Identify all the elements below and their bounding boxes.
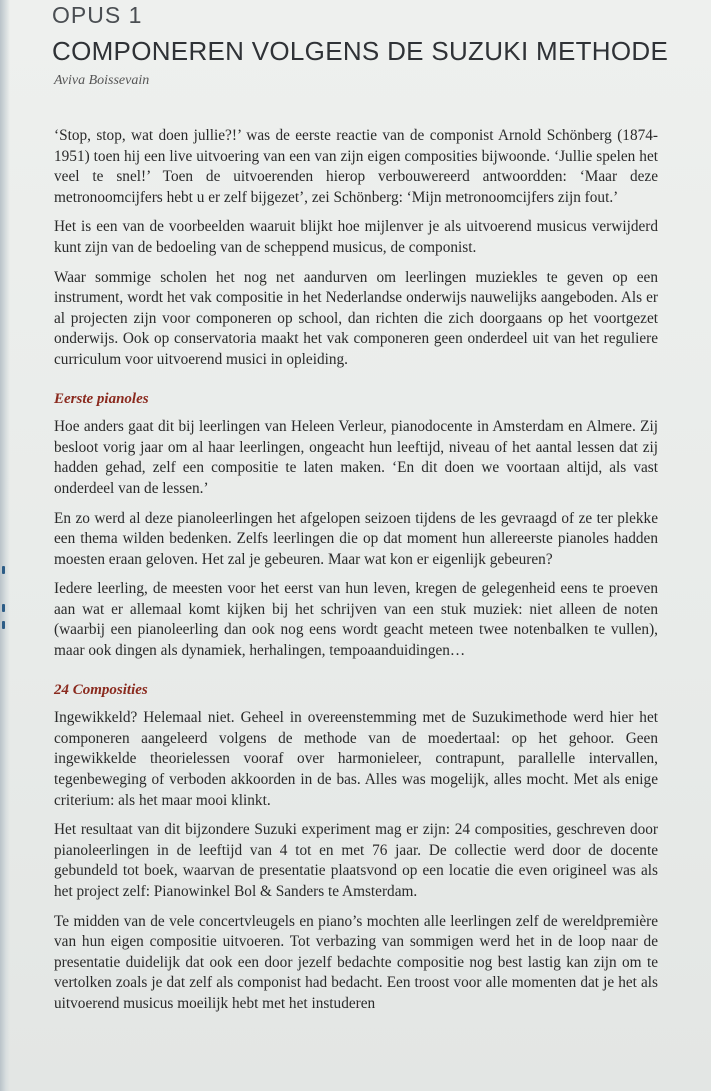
article-body [54,126,658,1024]
edge-mark [2,604,5,612]
edge-mark [2,621,5,629]
paragraph: Te midden van de vele concertvleugels en piano’s mochten alle leerlingen zelf de wereldpremière van hun eigen compositie uitvoeren. Tot verbazing van sommigen werd het in de loop naar de presentatie duidelijk dat ook een door jezelf bedachte compositie nog best lastig kan zijn om te vertolken zoals je dat zelf als componist had bedacht. Een troost voor alle momenten dat je het als uitvoerend musicus moeilijk hebt met het instuderen [54,912,658,1012]
paragraph: Ingewikkeld? Helemaal niet. Geheel in overeenstemming met de Suzukimethode werd hier het componeren aangeleerd volgens de methode van de moedertaal: op het gehoor. Geen ingewikkelde theorielessen vooraf over harmonieleer, contrapunt, parallelle intervallen, tegenbeweging of verboden akkoorden in de bas. Alles was mogelijk, alles mocht. Met als enige criterium: als het maar mooi klinkt. [54,709,658,809]
edge-mark [2,566,5,574]
section-heading: Eerste pianoles [54,390,149,407]
paragraph: Hoe anders gaat dit bij leerlingen van Heleen Verleur, pianodocente in Amsterdam en Almere. Zij besloot vorig jaar om al haar leerlingen, ongeacht hun leeftijd, niveau of het aantal lessen dat zij hadden gehad, zelf een compositie te laten maken. ‘En dit doen we voortaan altijd, als vast onderdeel van de lessen.’ [54,418,658,497]
paragraph: Waar sommige scholen het nog net aandurven om leerlingen muziekles te geven op een instrument, wordt het vak compositie in het Nederlandse onderwijs nauwelijks aangeboden. Als er al projecten zijn voor componeren op school, dan richten die zich doorgaans op het voortgezet onderwijs. Ook op conservatoria maakt het vak componeren geen onderdeel uit van het reguliere curriculum voor uitvoerend musici in opleiding. [54,268,658,368]
paragraph: Het is een van de voorbeelden waaruit blijkt hoe mijlenver je als uitvoerend musicus verwijderd kunt zijn van de bedoeling van de scheppend musicus, de componist. [54,218,658,256]
paragraph: Het resultaat van dit bijzondere Suzuki experiment mag er zijn: 24 composities, geschreven door pianoleerlingen in de leeftijd van 4 tot en met 76 jaar. De collectie werd door de docente gebundeld tot boek, waarvan de presentatie plaatsvond op een locatie die even origineel was als het project zelf: Pianowinkel Bol & Sanders te Amsterdam. [54,821,658,900]
page-edge [0,0,10,1091]
paragraph: Iedere leerling, de meesten voor het eerst van hun leven, kregen de gelegenheid eens te proeven aan wat er allemaal komt kijken bij het schrijven van een stuk muziek: niet alleen de noten (waarbij een pianoleerling dan ook nog eens wordt geacht meteen twee notenbalken te vullen), maar ook dingen als dynamiek, herhalingen, tempoaanduidingen… [54,580,658,660]
paragraph: ‘Stop, stop, wat doen jullie?!’ was de eerste reactie van de componist Arnold Schönberg (1874-1951) toen hij een live uitvoering van een van zijn eigen composities bijwoonde. ‘Jullie spelen het veel te snel!’ Toen de uitvoerenden hierop verbouwereerd antwoordden: ‘Maar deze metronoomcijfers hebt u er zelf bijgezet’, zei Schönberg: ‘Mijn metronoomcijfers zijn fout.’ [54,127,658,206]
paragraph: En zo werd al deze pianoleerlingen het afgelopen seizoen tijdens de les gevraagd of ze ter plekke een thema wilden bedenken. Zelfs leerlingen die op dat moment hun allereerste pianoles hadden moesten eraan geloven. Het zal je gebeuren. Maar wat kon er eigenlijk gebeuren? [54,509,658,568]
article-title: COMPONEREN VOLGENS DE SUZUKI METHODE [52,36,669,66]
section-kicker: OPUS 1 [52,2,143,28]
section-heading: 24 Composities [54,681,148,698]
article-author: Aviva Boissevain [54,73,150,88]
